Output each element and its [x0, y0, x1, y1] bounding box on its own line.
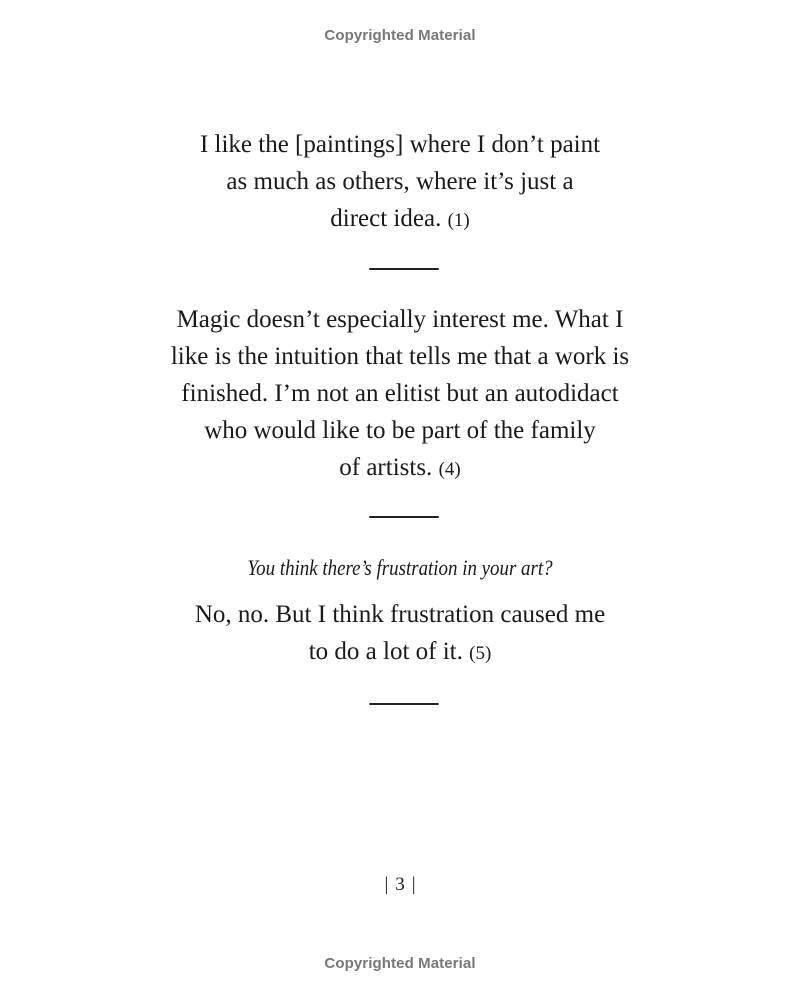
- quote-text: to do a lot of it.: [308, 638, 463, 665]
- interview-question: You think there’s frustration in your art?: [247, 555, 553, 580]
- quote-line: finished. I’m not an elitist but an autodidact: [181, 380, 619, 407]
- copyright-watermark-bottom: Copyrighted Material: [324, 955, 476, 972]
- source-reference: (1): [447, 210, 470, 231]
- quote-line: [0, 449, 800, 488]
- section-divider: [369, 516, 439, 518]
- copyright-watermark-top: Copyrighted Material: [324, 27, 476, 44]
- quote-line: who would like to be part of the family: [204, 417, 596, 444]
- quote-line: [0, 633, 800, 672]
- quote-line: as much as others, where it’s just a: [226, 168, 574, 195]
- quote-line: I like the [paintings] where I don’t paint: [199, 131, 601, 158]
- quote-text: direct idea.: [330, 205, 442, 232]
- quote-line: Magic doesn’t especially interest me. What I: [176, 306, 624, 333]
- quote-block-1: [0, 126, 800, 239]
- source-reference: (5): [469, 643, 492, 664]
- quote-text: of artists.: [339, 454, 433, 481]
- quote-block-2: [0, 301, 800, 488]
- section-divider: [369, 268, 439, 270]
- quote-line: like is the intuition that tells me that a work is: [170, 343, 630, 370]
- source-reference: (4): [438, 459, 461, 480]
- page-number-bar-left: |: [384, 874, 389, 895]
- quote-block-3: [0, 596, 800, 672]
- quote-line: No, no. But I think frustration caused me: [194, 601, 606, 628]
- section-divider: [369, 703, 439, 705]
- page-number: [0, 874, 800, 896]
- quote-line: [0, 200, 800, 239]
- page-number-value: 3: [395, 874, 405, 895]
- page-number-bar-right: |: [411, 874, 416, 895]
